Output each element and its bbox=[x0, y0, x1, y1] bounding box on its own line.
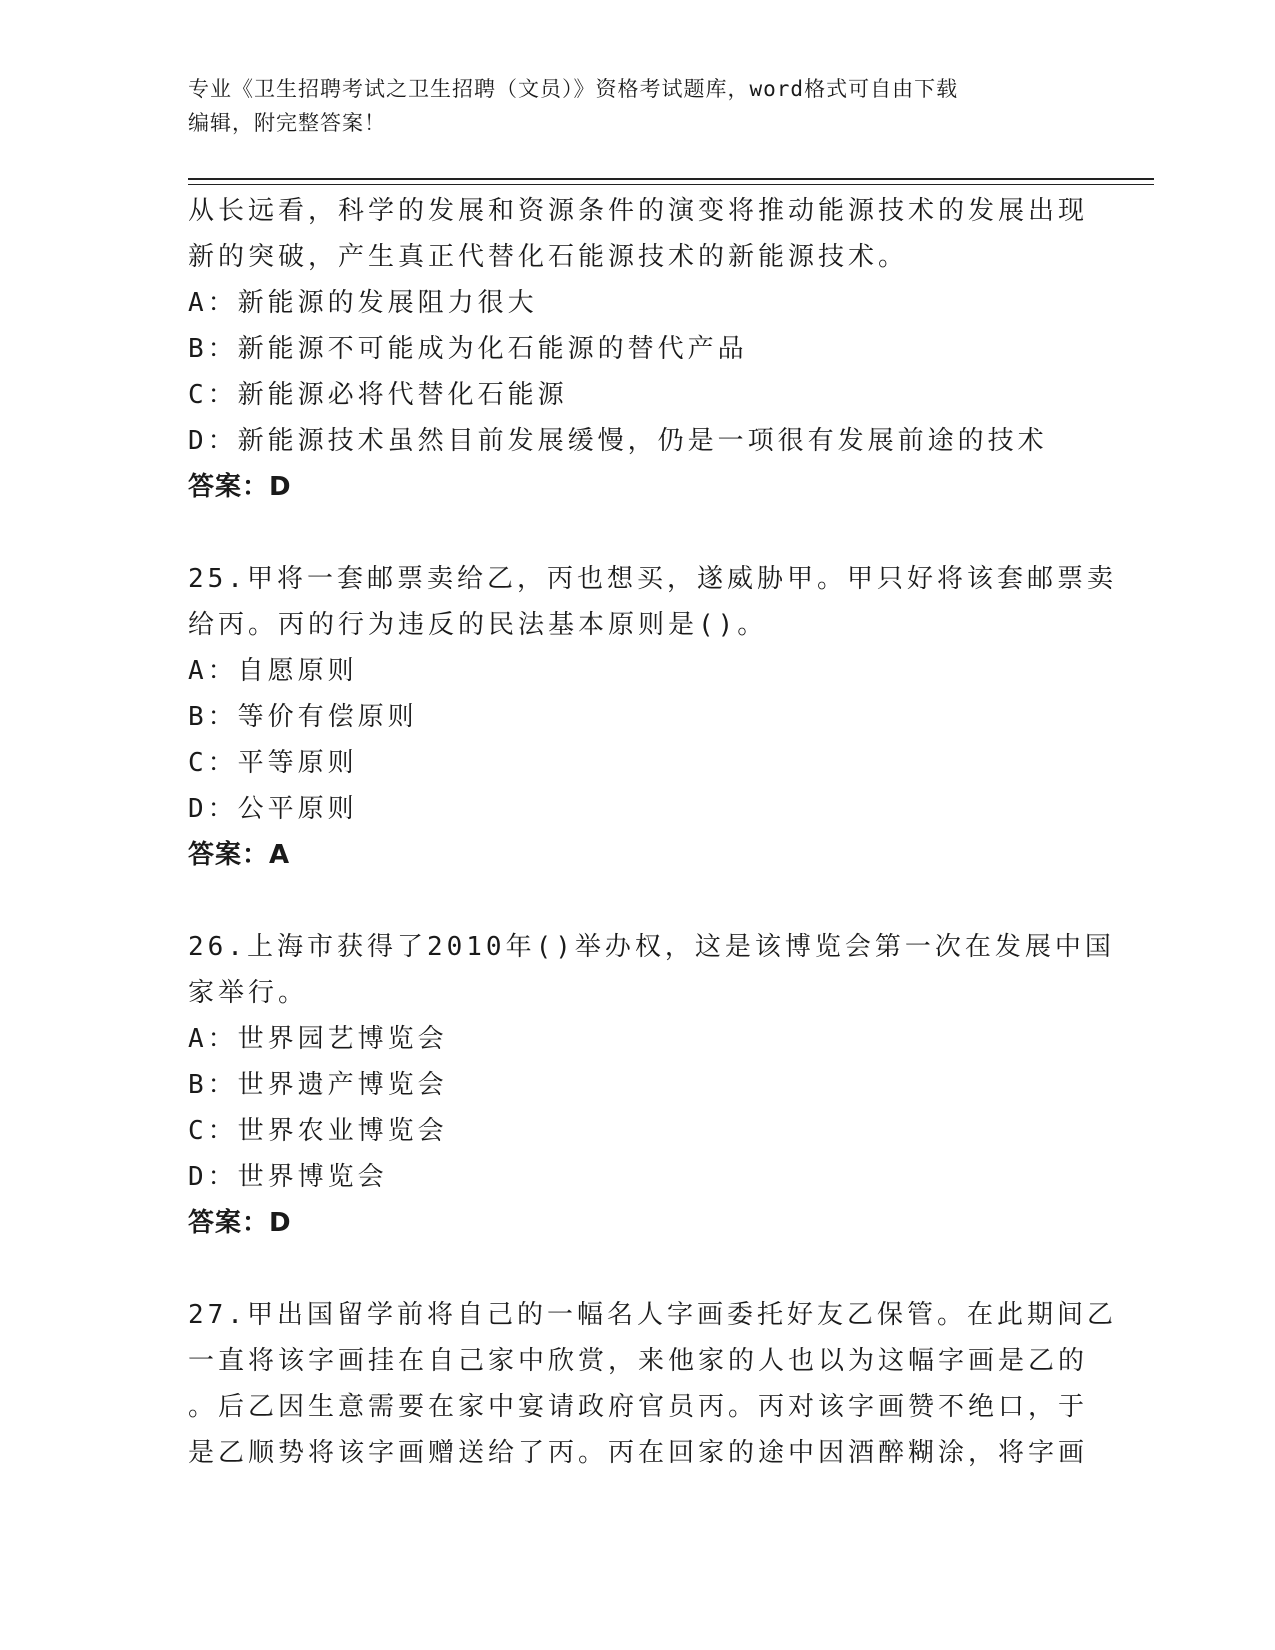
question-text-line: 27.甲出国留学前将自己的一幅名人字画委托好友乙保管。在此期间乙 bbox=[188, 1300, 1117, 1330]
header-divider-thin bbox=[188, 184, 1154, 185]
document-body bbox=[188, 188, 1117, 1476]
question-text-line: 给丙。丙的行为违反的民法基本原则是()。 bbox=[188, 610, 768, 640]
question-text-line: 从长远看，科学的发展和资源条件的演变将推动能源技术的发展出现 bbox=[188, 196, 1089, 226]
answer-label: 答案：D bbox=[188, 472, 292, 502]
answer-label: 答案：D bbox=[188, 1208, 292, 1238]
question-26 bbox=[188, 924, 1115, 1246]
option-d: D：公平原则 bbox=[188, 794, 358, 824]
question-text-line: 25.甲将一套邮票卖给乙，丙也想买，遂威胁甲。甲只好将该套邮票卖 bbox=[188, 564, 1117, 594]
option-c: C：世界农业博览会 bbox=[188, 1116, 448, 1146]
option-c: C：平等原则 bbox=[188, 748, 358, 778]
question-text-line: 。后乙因生意需要在家中宴请政府官员丙。丙对该字画赞不绝口，于 bbox=[188, 1392, 1089, 1422]
header-divider-thick bbox=[188, 178, 1154, 180]
question-text-line: 26.上海市获得了2010年()举办权，这是该博览会第一次在发展中国 bbox=[188, 932, 1115, 962]
option-d: D：新能源技术虽然目前发展缓慢，仍是一项很有发展前途的技术 bbox=[188, 426, 1048, 456]
option-a: A：自愿原则 bbox=[188, 656, 358, 686]
question-text-line: 新的突破，产生真正代替化石能源技术的新能源技术。 bbox=[188, 242, 909, 272]
answer-label: 答案：A bbox=[188, 840, 291, 870]
option-b: B：新能源不可能成为化石能源的替代产品 bbox=[188, 334, 748, 364]
question-25 bbox=[188, 556, 1117, 878]
option-d: D：世界博览会 bbox=[188, 1162, 388, 1192]
header-line-1: 专业《卫生招聘考试之卫生招聘（文员）》资格考试题库，word格式可自由下载 bbox=[188, 77, 959, 101]
question-text-line: 是乙顺势将该字画赠送给了丙。丙在回家的途中因酒醉糊涂，将字画 bbox=[188, 1438, 1089, 1468]
question-text-line: 一直将该字画挂在自己家中欣赏，来他家的人也以为这幅字画是乙的 bbox=[188, 1346, 1089, 1376]
option-b: B：世界遗产博览会 bbox=[188, 1070, 448, 1100]
option-b: B：等价有偿原则 bbox=[188, 702, 418, 732]
option-a: A：世界园艺博览会 bbox=[188, 1024, 448, 1054]
question-27 bbox=[188, 1292, 1117, 1476]
option-a: A：新能源的发展阻力很大 bbox=[188, 288, 538, 318]
option-c: C：新能源必将代替化石能源 bbox=[188, 380, 568, 410]
header-line-2: 编辑，附完整答案！ bbox=[188, 111, 386, 135]
document-header bbox=[188, 72, 1088, 140]
question-24 bbox=[188, 188, 1088, 510]
question-text-line: 家举行。 bbox=[188, 978, 309, 1008]
